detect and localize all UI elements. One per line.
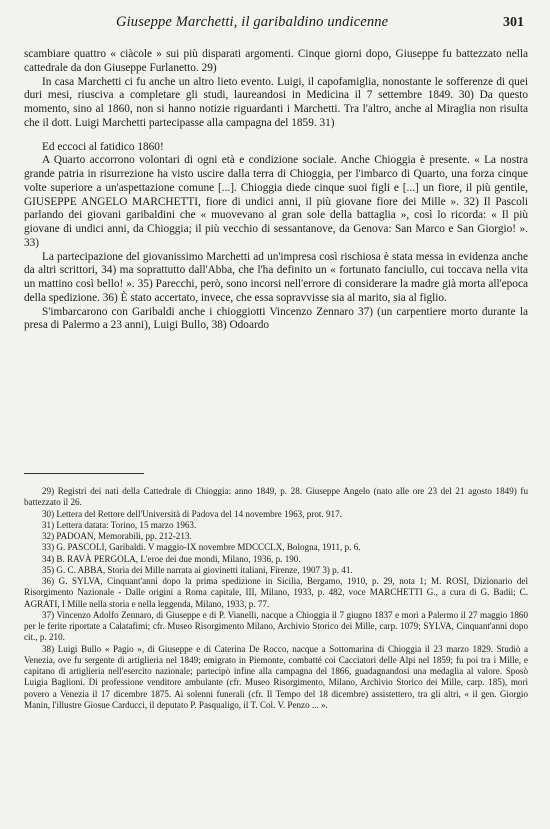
footnote: 32) PADOAN, Memorabili, pp. 212-213.: [42, 531, 192, 541]
paragraph: In casa Marchetti ci fu anche un altro lieto evento. Luigi, il capofamiglia, nonostante le sofferenze di quei duri mesi, riusciva a completare gli studi, laureandosi in Medicina il 7 settembre 1849. 30) Da questo momento, sino al 1860, non si hanno notizie riguardanti i Marchetti. Tra l'altro, anche al Miraglia non risulta che il dott. Luigi Marchetti partecipasse alla campagna del 1859. 31): [24, 75, 528, 129]
footnote: 29) Registri dei nati della Cattedrale di Chioggia: anno 1849, p. 28. Giuseppe Angelo (nato alle ore 23 del 21 agosto 1849) fu battezzato il 26.: [24, 486, 528, 508]
paragraph: Ed eccoci al fatidico 1860!: [42, 140, 164, 153]
footnote: 35) G. C. ABBA, Storia dei Mille narrata ai giovinetti italiani, Firenze, 1907 3) p. 41.: [42, 564, 353, 575]
footnote: 30) Lettera del Rettore dell'Università di Padova del 14 novembre 1963, prot. 917.: [42, 508, 342, 519]
paragraph: S'imbarcarono con Garibaldi anche i chioggiotti Vincenzo Zennaro 37) (un carpentiere morto durante la presa di Palermo a 23 anni), Luigi Bullo, 38) Odoardo: [24, 305, 528, 332]
footnote: 33) G. PASCOLI, Garibaldi. V maggio-IX novembre MDCCCLX, Bologna, 1911, p. 6.: [42, 542, 361, 553]
main-text: [24, 48, 528, 333]
paragraph: A Quarto accorrono volontari di ogni età e condizione sociale. Anche Chioggia è presente. « La nostra grande patria in risurrezione ha visto uscire dalla terra di Chioggia, per l'imbarco di Quarto, una forza cinque volte superiore a un'aspettazione comune [...]. Chioggia diede cinque suoi figli e [...] un fiore, il più gentile, GIUSEPPE ANGELO MARCHETTI, fiore di undici anni, il più giovane fiore dei Mille ». 32) Il Pascoli parlando dei giovani garibaldini che « muovevano al gran sole della battaglia », così lo ricorda: « Il più giovane di undici anni, da Chioggia; il più vecchio di sessantanove, da Genova: San Marco e San Giorgio! ». 33): [24, 154, 528, 249]
page-number: 301: [503, 15, 524, 30]
footnote-separator: [24, 473, 144, 474]
footnotes: [24, 473, 528, 711]
paragraph: scambiare quattro « ciàcole » sui più disparati argomenti. Cinque giorni dopo, Giuseppe fu battezzato nella cattedrale da don Giuseppe Furlanetto. 29): [24, 48, 528, 74]
footnote: 37) Vincenzo Adolfo Zennaro, di Giuseppe e di P. Vianelli, nacque a Chioggia il 7 giugno 1837 e morì a Palermo il 27 maggio 1860 per le ferite riportate a Calatafimi; cfr. Museo Risorgimento Milano, Archivio Storico dei Mille, carp. 1079; SYLVA, Cinquant'anni dopo cit., p. 210.: [24, 609, 528, 643]
running-header: [24, 14, 528, 36]
footnote: 31) Lettera datata: Torino, 15 marzo 1963.: [42, 519, 197, 530]
paragraph: La partecipazione del giovanissimo Marchetti ad un'impresa così rischiosa è stata messa in evidenza anche da altri scrittori, 34) ma soprattutto dall'Abba, che l'ha definito un « fortunato fanciullo, cui toccava nella vita un mattino così bello! ». 35) Parecchi, però, sono incorsi nell'errore di considerare la madre già morta all'epoca della spedizione. 36) È stato accertato, invece, che essa sopravvisse sia al marito, sia al figlio.: [24, 250, 528, 304]
footnote: 38) Luigi Bullo « Pagio », di Giuseppe e di Caterina De Rocco, nacque a Sottomarina di Chioggia il 23 marzo 1829. Studiò a Venezia, ove fu sergente di artiglieria nel 1849; emigrato in Piemonte, combatté coi Cacciatori delle Alpi nel 1859; fu poi tra i Mille, e capitano di artiglieria nell'esercito nazionale; partecipò infine alla campagna del 1866, guadagnandosi una medaglia al valore. Sposò Luigia Baglioni. Di professione venditore ambulante (cfr. Museo Risorgimento, Milano, Archivio Storico dei Mille, carp. 185), morì povero a Venezia il 17 dicembre 1875. Ai solenni funerali (cfr. Il Tempo del 18 dicembre) assistettero, tra gli altri, « il gen. Giorgio Manin, l'illustre Giosue Carducci, il deputato P. Pasqualigo, il T. Col. V. Penzo ... ».: [24, 643, 528, 710]
running-title: Giuseppe Marchetti, il garibaldino undicenne: [116, 14, 389, 30]
footnote: 36) G. SYLVA, Cinquant'anni dopo la prima spedizione in Sicilia, Bergamo, 1910, p. 29, nota 1; M. ROSI, Dizionario del Risorgimento Nazionale - Dalle origini a Roma capitale, III, Milano, 1933, p. 482, voce MARCHETTI G., a cura di G. Badii; C. AGRATI, I Mille nella storia e nella leggenda, Milano, 1933, p. 77.: [24, 576, 528, 609]
footnote: 34) B. RAVÀ PERGOLA, L'eroe dei due mondi, Milano, 1936, p. 190.: [42, 553, 301, 564]
